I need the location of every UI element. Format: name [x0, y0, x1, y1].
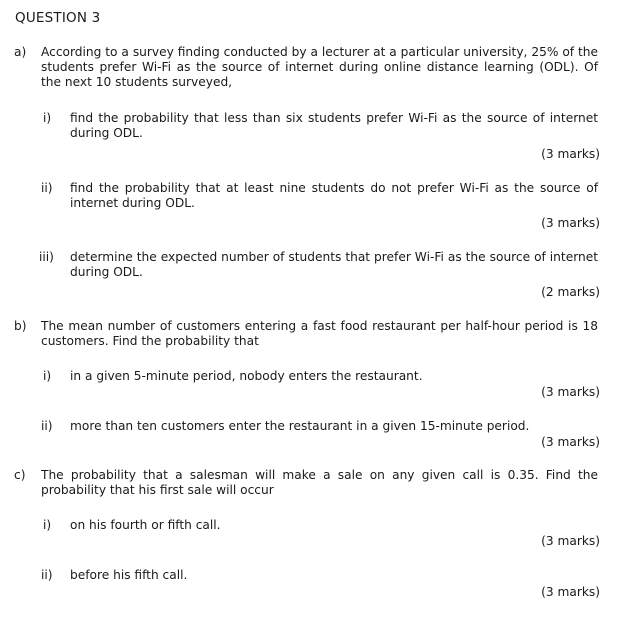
- part-b-ii-marks: (3 marks): [541, 435, 600, 449]
- part-c-i-text: on his fourth or fifth call.: [70, 518, 221, 532]
- part-a-text: According to a survey finding conducted by a lecturer at a particular university, 25% of the students prefer Wi-Fi as the source of internet during online distance learning (ODL). Of the next 10 students surveyed,: [41, 45, 598, 89]
- part-c-i-marks: (3 marks): [541, 534, 600, 548]
- part-c-ii-marks: (3 marks): [541, 585, 600, 599]
- part-b-i-label: i): [43, 369, 52, 383]
- part-a-iii-marks: (2 marks): [541, 285, 600, 299]
- question-title: QUESTION 3: [15, 10, 101, 26]
- part-a-iii-text: determine the expected number of students that prefer Wi-Fi as the source of internet during ODL.: [70, 250, 598, 279]
- part-b-text: The mean number of customers entering a fast food restaurant per half-hour period is 18 customers. Find the probability that: [41, 319, 598, 348]
- part-b-ii-label: ii): [41, 419, 53, 433]
- part-a-ii-label: ii): [41, 181, 53, 195]
- part-b-ii-text: more than ten customers enter the restaurant in a given 15-minute period.: [70, 419, 530, 433]
- part-a-iii-label: iii): [39, 250, 54, 264]
- part-b-i-marks: (3 marks): [541, 385, 600, 399]
- part-b-i-text: in a given 5-minute period, nobody enters the restaurant.: [70, 369, 423, 383]
- part-c-ii-text: before his fifth call.: [70, 568, 188, 582]
- part-a-ii-marks: (3 marks): [541, 216, 600, 230]
- part-c-label: c): [14, 468, 26, 482]
- part-c-i-label: i): [43, 518, 52, 532]
- part-c-ii-label: ii): [41, 568, 53, 582]
- part-c-text: The probability that a salesman will make a sale on any given call is 0.35. Find the probability that his first sale will occur: [41, 468, 598, 497]
- part-a-i-text: find the probability that less than six students prefer Wi-Fi as the source of internet during ODL.: [70, 111, 598, 140]
- part-a-ii-text: find the probability that at least nine students do not prefer Wi-Fi as the source of internet during ODL.: [70, 181, 598, 210]
- part-b-label: b): [14, 319, 27, 333]
- part-a-label: a): [14, 45, 27, 59]
- part-a-i-marks: (3 marks): [541, 147, 600, 161]
- part-a-i-label: i): [43, 111, 52, 125]
